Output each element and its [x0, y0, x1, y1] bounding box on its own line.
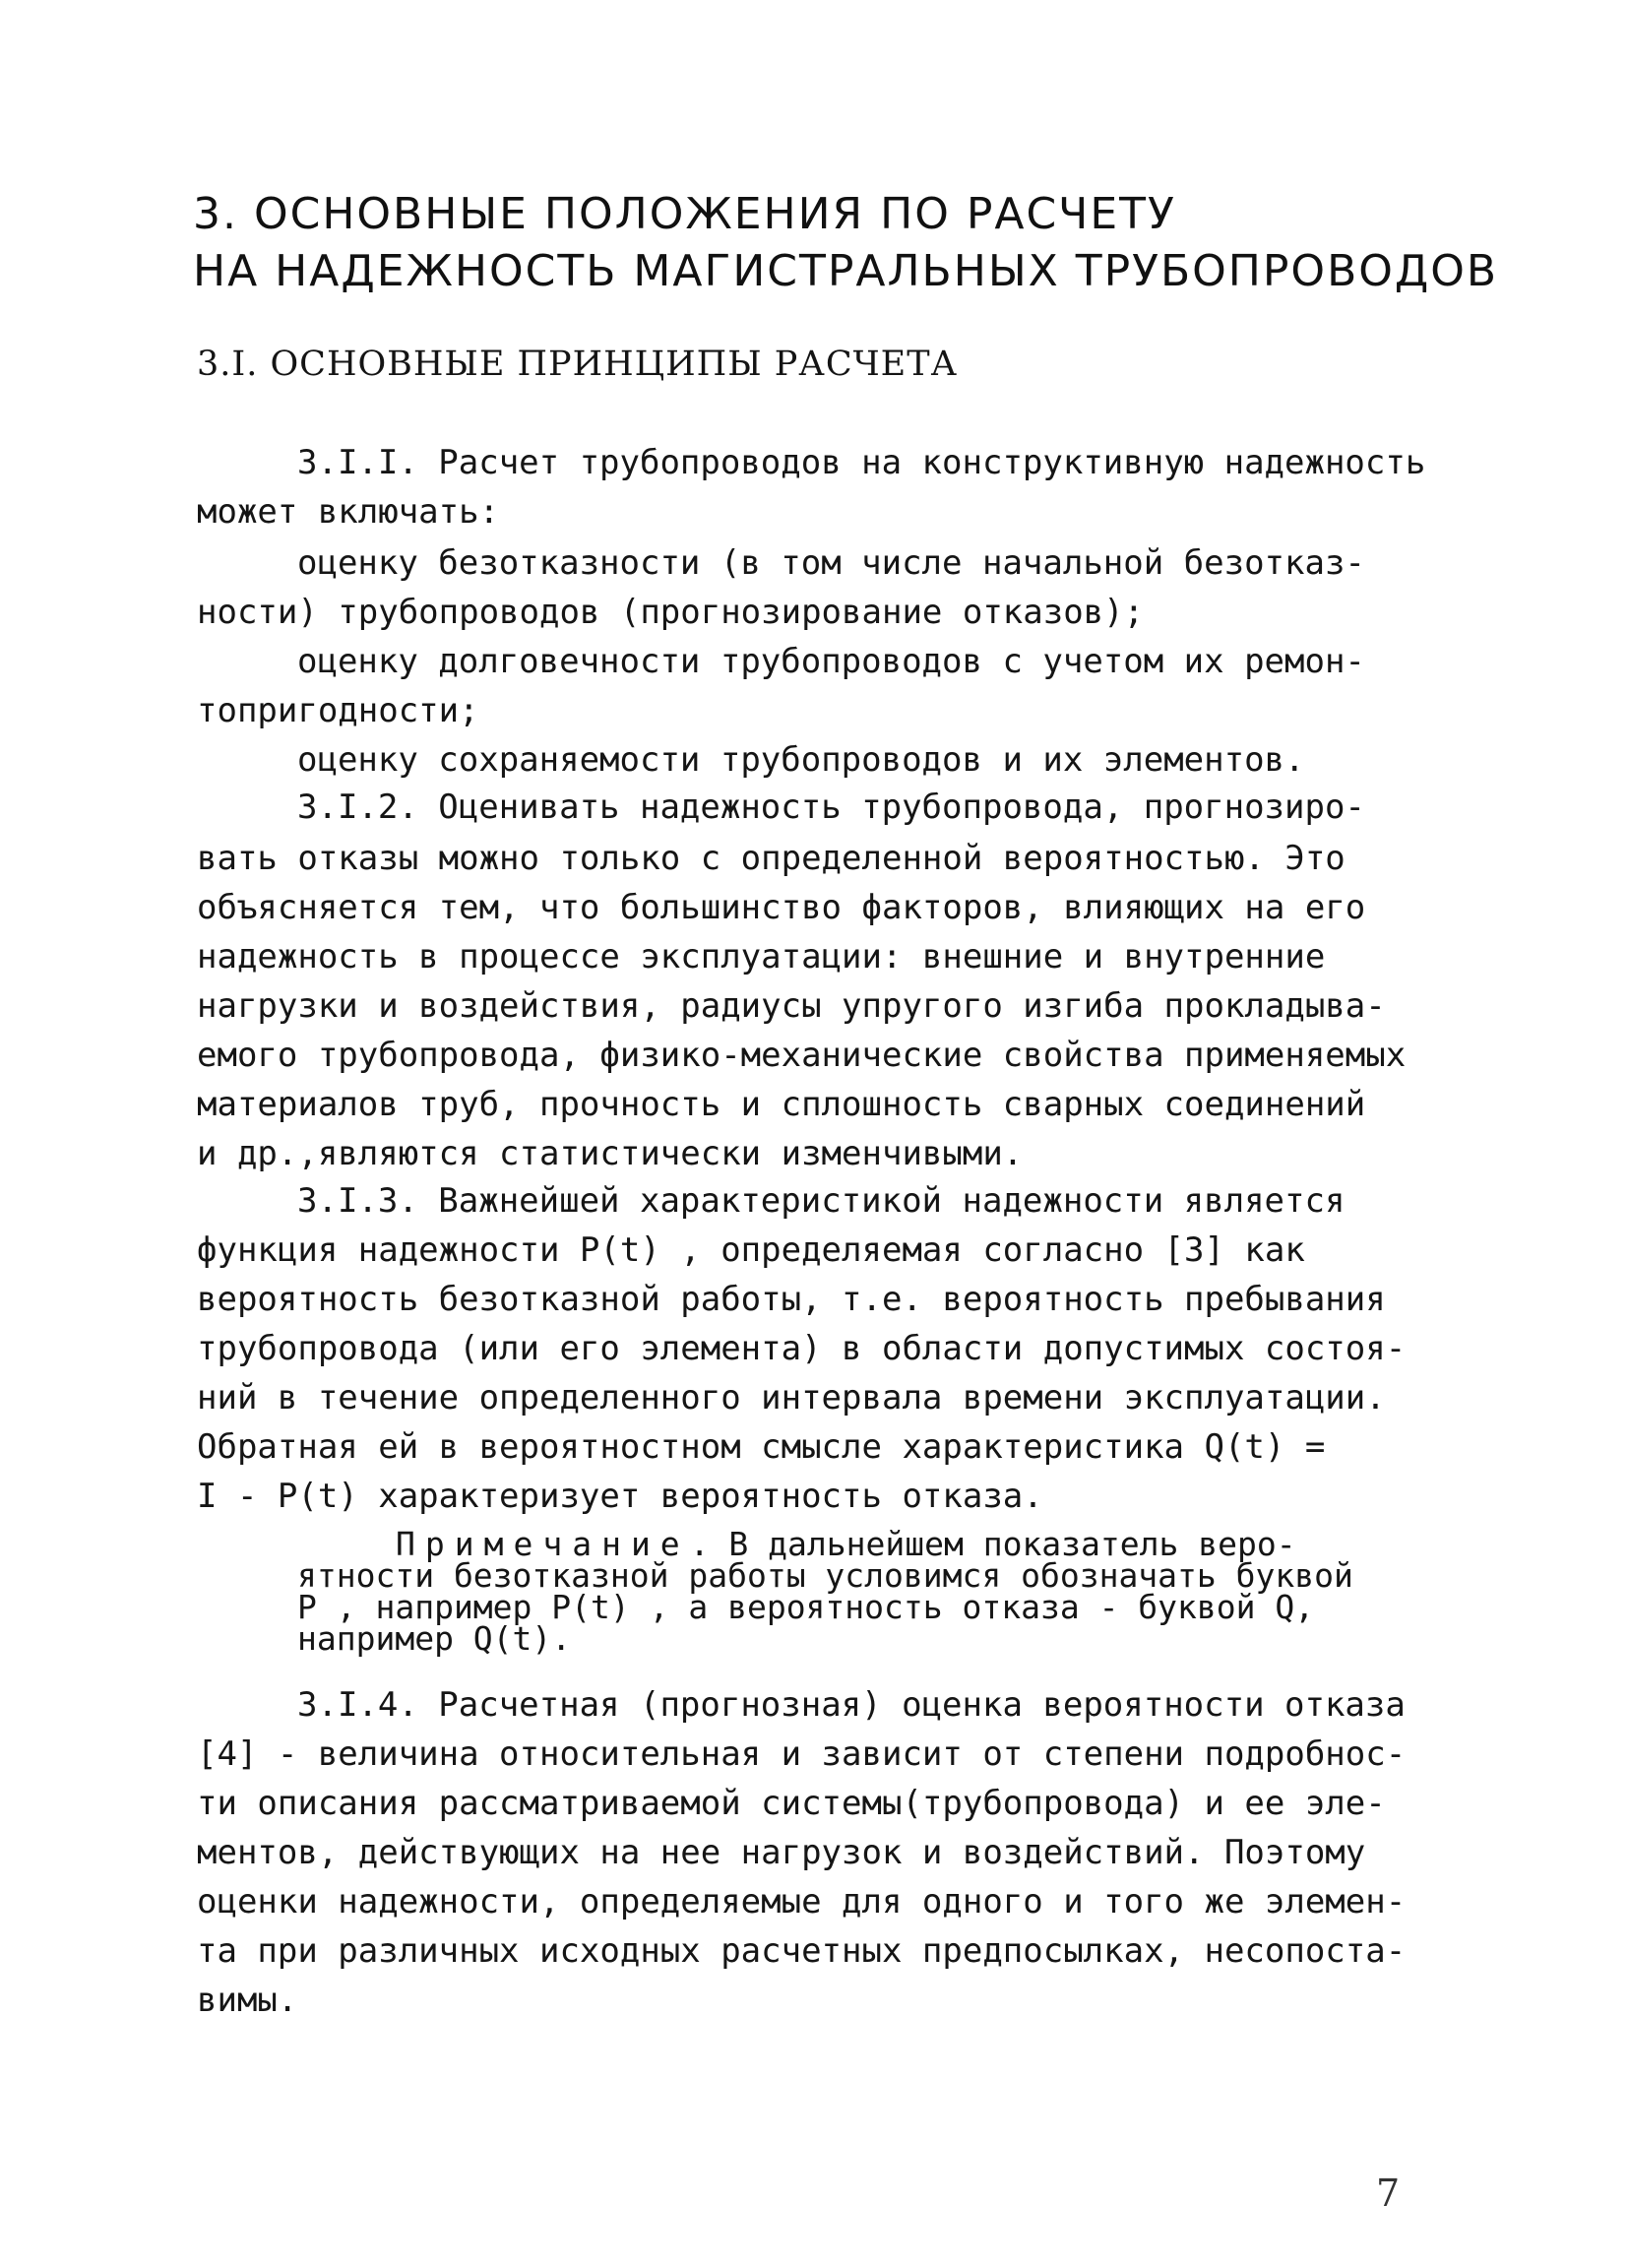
paragraph-3-1-4-line: оценки надежности, определяемые для одного и того же элемен- — [197, 1882, 1407, 1922]
paragraph-3-1-2-line: емого трубопровода, физико-механические свойства применяемых — [197, 1036, 1407, 1075]
paragraph-3-1-2-line: материалов труб, прочность и сплошность сварных соединений — [197, 1085, 1366, 1124]
subsection-title: 3.I. ОСНОВНЫЕ ПРИНЦИПЫ РАСЧЕТА — [197, 345, 959, 384]
paragraph-3-1-1-line: оценку сохраняемости трубопроводов и их элементов. — [297, 740, 1305, 780]
note-label: Примечание — [396, 1525, 690, 1563]
paragraph-3-1-1-line: оценку долговечности трубопроводов с учетом их ремон- — [297, 642, 1365, 681]
paragraph-3-1-1-line: топригодности; — [197, 691, 479, 730]
section-title-line-2: НА НАДЕЖНОСТЬ МАГИСТРАЛЬНЫХ ТРУБОПРОВОДОВ — [193, 246, 1499, 296]
paragraph-3-1-3-line: ний в течение определенного интервала времени эксплуатации. — [197, 1378, 1386, 1418]
paragraph-3-1-3-line: функция надежности P(t) , определяемая согласно [3] как — [197, 1230, 1305, 1270]
paragraph-3-1-3-line: 3.I.3. Важнейшей характеристикой надежности является — [297, 1181, 1346, 1221]
note-line: ятности безотказной работы условимся обозначать буквой — [297, 1556, 1353, 1595]
paragraph-3-1-1-line: оценку безотказности (в том числе начальной безотказ- — [297, 543, 1365, 583]
note-line: например Q(t). — [297, 1619, 572, 1658]
note-line-1-text: . В дальнейшем показатель веро- — [689, 1525, 1296, 1563]
paragraph-3-1-2-line: 3.I.2. Оценивать надежность трубопровода, прогнозиро- — [297, 788, 1365, 827]
paragraph-3-1-4-line: ти описания рассматриваемой системы(трубопровода) и ее эле- — [197, 1784, 1386, 1823]
paragraph-3-1-2-line: вать отказы можно только с определенной вероятностью. Это — [197, 839, 1346, 878]
paragraph-3-1-2-line: и др.,являются статистически изменчивыми. — [197, 1134, 1024, 1173]
paragraph-3-1-3-line: I - P(t) характеризует вероятность отказа. — [197, 1477, 1043, 1516]
paragraph-3-1-3-line: трубопровода (или его элемента) в области допустимых состоя- — [197, 1329, 1407, 1368]
paragraph-3-1-1-line: может включать: — [197, 492, 500, 532]
paragraph-3-1-4-line: [4] - величина относительная и зависит от степени подробнос- — [197, 1734, 1407, 1774]
paragraph-3-1-3-line: вероятность безотказной работы, т.е. вероятность пребывания — [197, 1280, 1386, 1319]
paragraph-3-1-3-line: Обратная ей в вероятностном смысле характеристика Q(t) = — [197, 1427, 1326, 1467]
section-title-line-1: 3. ОСНОВНЫЕ ПОЛОЖЕНИЯ ПО РАСЧЕТУ — [193, 189, 1176, 239]
page-number: 7 — [1376, 2172, 1401, 2215]
note-line: P , например P(t) , а вероятность отказа - буквой Q, — [297, 1588, 1315, 1626]
paragraph-3-1-4-line: 3.I.4. Расчетная (прогнозная) оценка вероятности отказа — [297, 1685, 1406, 1725]
paragraph-3-1-4-line: ментов, действующих на нее нагрузок и воздействий. Поэтому — [197, 1833, 1366, 1872]
paragraph-3-1-1-line: ности) трубопроводов (прогнозирование отказов); — [197, 593, 1145, 632]
paragraph-3-1-1-line: 3.I.I. Расчет трубопроводов на конструктивную надежность — [297, 443, 1426, 482]
paragraph-3-1-2-line: нагрузки и воздействия, радиусы упругого изгиба прокладыва- — [197, 986, 1386, 1026]
paragraph-3-1-4-line: та при различных исходных расчетных предпосылках, несопоста- — [197, 1931, 1407, 1971]
paragraph-3-1-4-line: вимы. — [197, 1981, 298, 2020]
paragraph-3-1-2-line: надежность в процессе эксплуатации: внешние и внутренние — [197, 937, 1326, 976]
paragraph-3-1-2-line: объясняется тем, что большинство факторов, влияющих на его — [197, 888, 1366, 927]
